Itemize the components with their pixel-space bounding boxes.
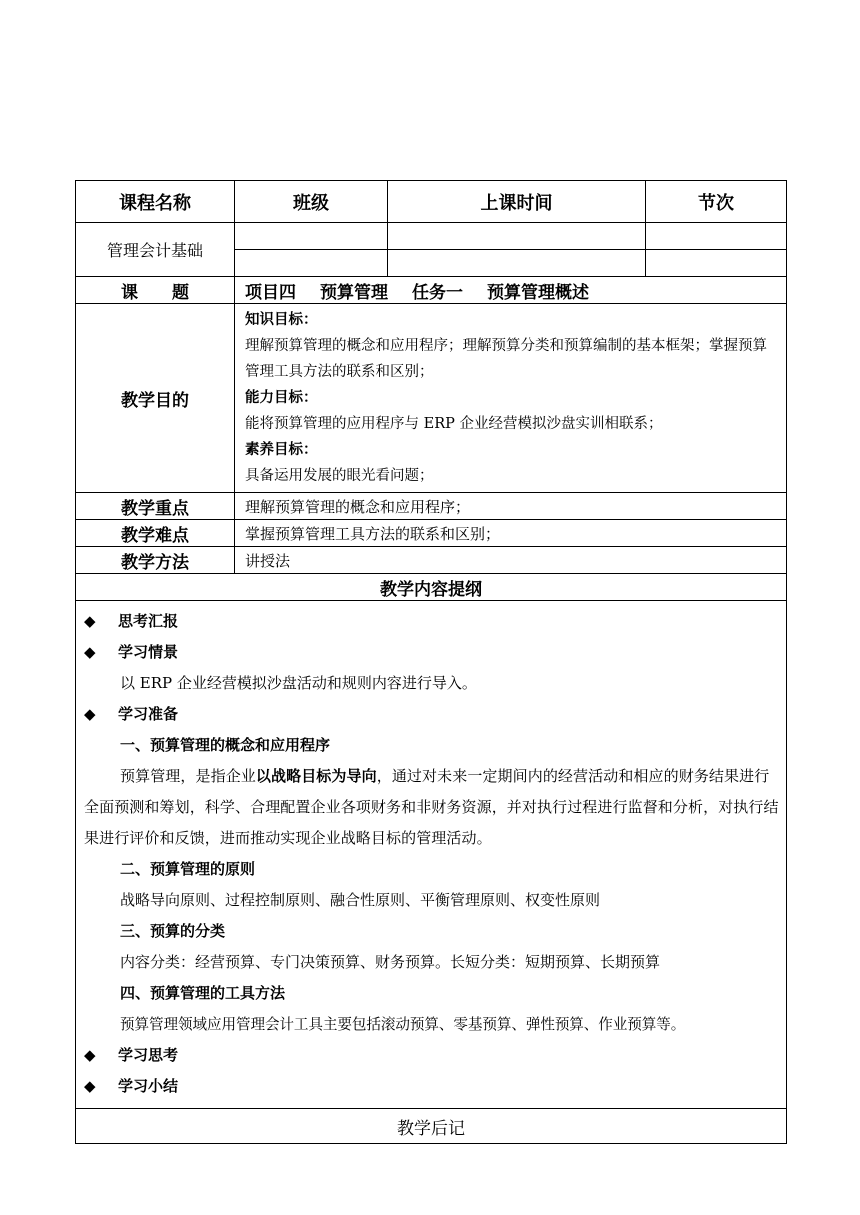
section-3-text: 内容分类：经营预算、专门决策预算、财务预算。长短分类：短期预算、长期预算 <box>120 953 661 971</box>
outline-content <box>76 601 787 1109</box>
header-course-name: 课程名称 <box>76 181 235 223</box>
section-1-emphasis: 以战略目标为导向 <box>255 767 377 785</box>
topic-project: 项目四 <box>245 282 296 303</box>
learning-scenario-text: 以 ERP 企业经营模拟沙盘活动和规则内容进行导入。 <box>120 674 477 692</box>
period-cell-1 <box>646 223 787 250</box>
time-cell-2 <box>388 250 646 277</box>
section-1-heading: 一、预算管理的概念和应用程序 <box>120 736 331 754</box>
outline-bullet-learning-preparation: ◆ 学习准备 <box>84 699 782 730</box>
section-3-heading: 三、预算的分类 <box>120 922 226 940</box>
quality-objective-text: 具备运用发展的眼光看问题； <box>245 468 434 484</box>
header-class: 班级 <box>235 181 388 223</box>
diamond-bullet-icon: ◆ <box>84 1046 96 1064</box>
outline-bullet-learning-summary: ◆ 学习小结 <box>84 1071 782 1102</box>
header-period: 节次 <box>646 181 787 223</box>
topic-module: 预算管理 <box>320 282 388 303</box>
class-cell-1 <box>235 223 388 250</box>
section-4-text: 预算管理领域应用管理会计工具主要包括滚动预算、零基预算、弹性预算、作业预算等。 <box>120 1016 686 1033</box>
period-cell-2 <box>646 250 787 277</box>
time-cell-1 <box>388 223 646 250</box>
ability-objective-title: 能力目标： <box>245 390 318 406</box>
methods-label: 教学方法 <box>76 547 235 574</box>
outline-bullet-learning-scenario: ◆ 学习情景 <box>84 637 782 668</box>
key-points-label: 教学重点 <box>76 493 235 520</box>
section-4-heading: 四、预算管理的工具方法 <box>120 984 286 1002</box>
diamond-bullet-icon: ◆ <box>84 612 96 630</box>
key-points-value: 理解预算管理的概念和应用程序； <box>235 493 787 520</box>
objectives-content <box>235 304 787 493</box>
knowledge-objective-title: 知识目标： <box>245 312 318 328</box>
teaching-postscript: 教学后记 <box>76 1109 787 1144</box>
objectives-label: 教学目的 <box>76 304 235 493</box>
topic-task: 任务一 <box>412 282 463 303</box>
quality-objective-title: 素养目标： <box>245 442 318 458</box>
section-2-heading: 二、预算管理的原则 <box>120 860 256 878</box>
topic-label: 课 题 <box>76 277 235 304</box>
diamond-bullet-icon: ◆ <box>84 705 96 723</box>
course-name-value: 管理会计基础 <box>76 223 235 277</box>
header-class-time: 上课时间 <box>388 181 646 223</box>
lesson-plan-table <box>75 180 787 1144</box>
section-2-text: 战略导向原则、过程控制原则、融合性原则、平衡管理原则、权变性原则 <box>120 891 601 909</box>
difficulties-value: 掌握预算管理工具方法的联系和区别； <box>235 520 787 547</box>
topic-value <box>235 277 787 304</box>
class-cell-2 <box>235 250 388 277</box>
outline-title: 教学内容提纲 <box>76 574 787 601</box>
outline-bullet-learning-reflection: ◆ 学习思考 <box>84 1040 782 1071</box>
section-1-paragraph: 预算管理，是指企业以战略目标为导向，通过对未来一定期间内的经营活动和相应的财务结果进行全面预测和筹划，科学、合理配置企业各项财务和非财务资源，并对执行过程进行监督和分析，对执行结果进行评价和反馈，进而推动实现企业战略目标的管理活动。 <box>84 767 779 847</box>
knowledge-objective-text: 理解预算管理的概念和应用程序；理解预算分类和预算编制的基本框架；掌握预算管理工具方法的联系和区别； <box>245 338 767 380</box>
outline-bullet-reflection-report: ◆ 思考汇报 <box>84 606 782 637</box>
ability-objective-text: 能将预算管理的应用程序与 ERP 企业经营模拟沙盘实训相联系； <box>245 416 663 432</box>
methods-value: 讲授法 <box>235 547 787 574</box>
topic-title: 预算管理概述 <box>487 282 589 303</box>
diamond-bullet-icon: ◆ <box>84 643 96 661</box>
difficulties-label: 教学难点 <box>76 520 235 547</box>
diamond-bullet-icon: ◆ <box>84 1077 96 1095</box>
